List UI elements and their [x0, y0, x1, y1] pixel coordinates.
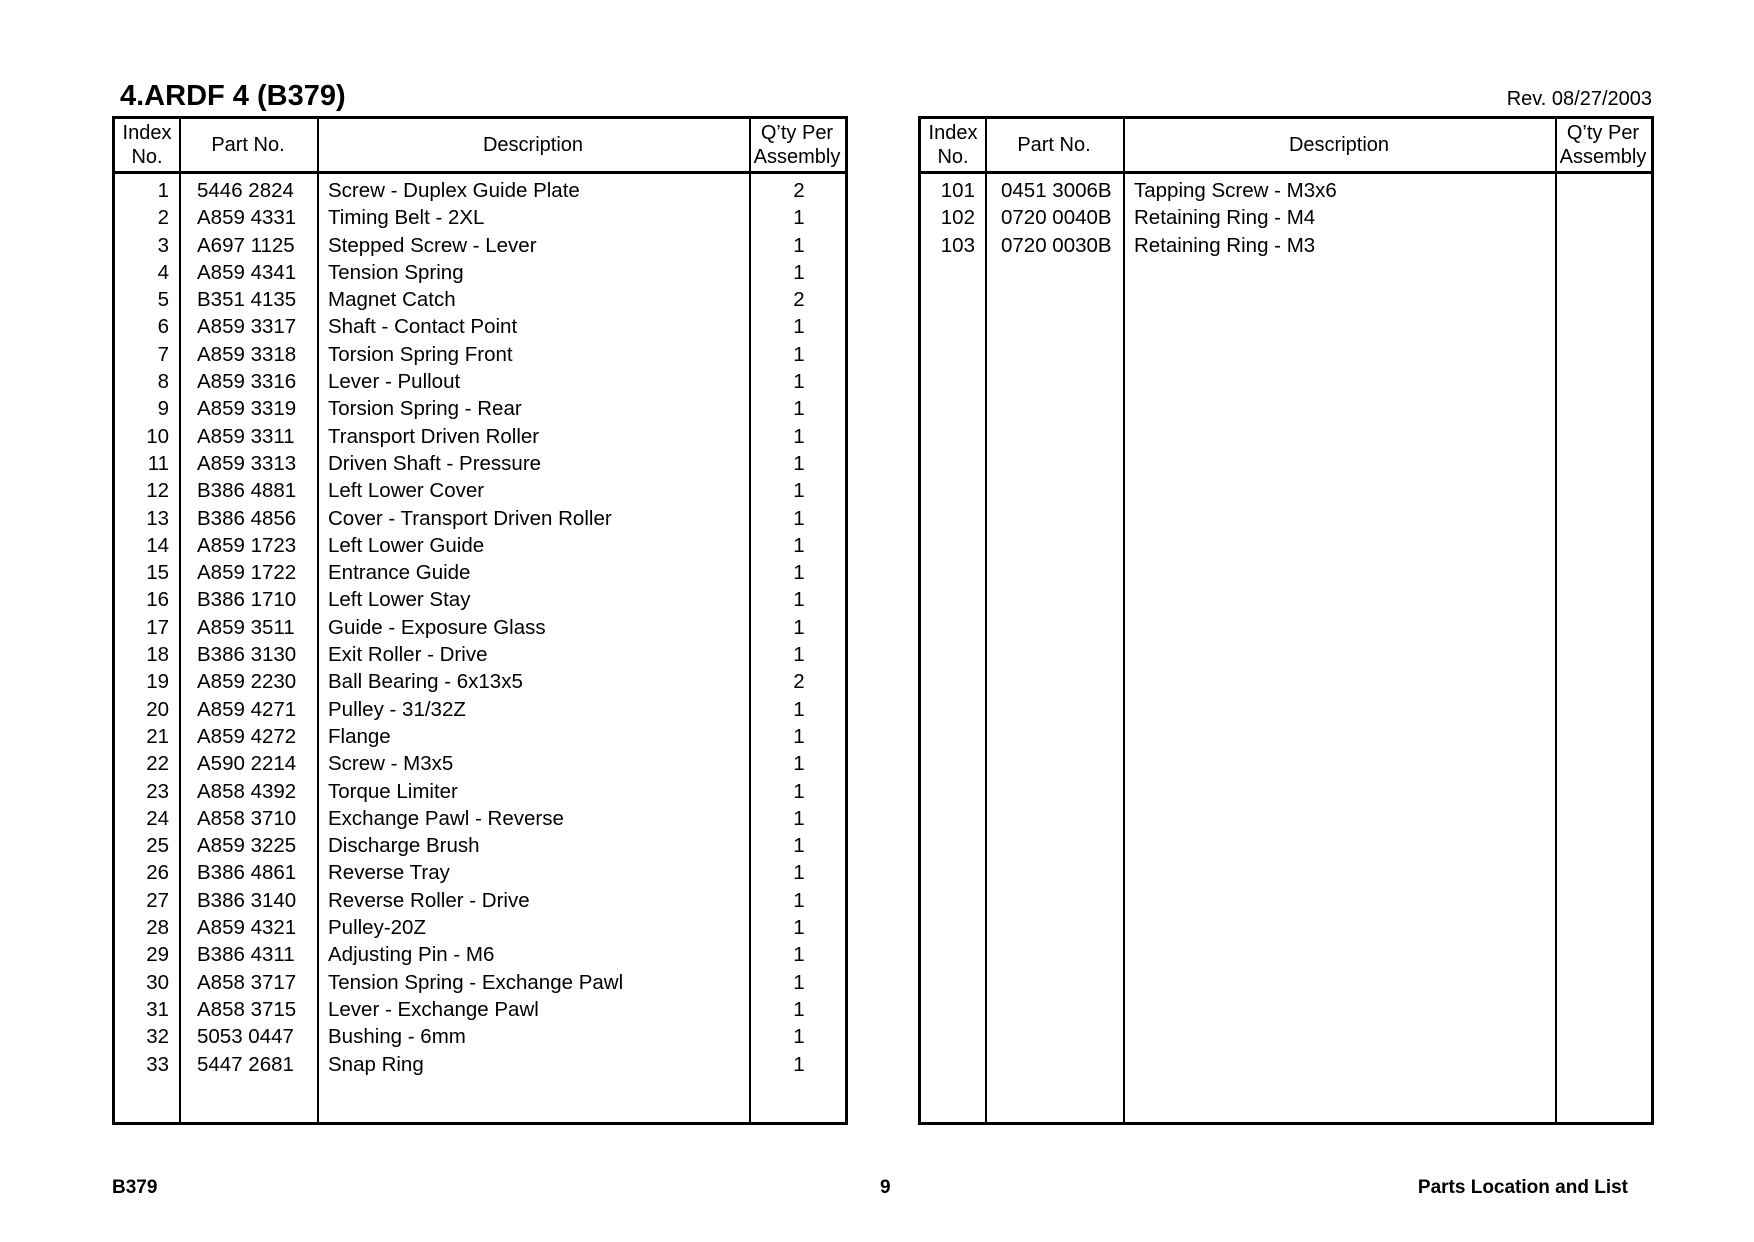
description-cell: Exit Roller - Drive: [328, 643, 488, 667]
header-description: Description: [482, 134, 584, 156]
description-cell: Entrance Guide: [328, 561, 471, 585]
index-cell: 20: [146, 697, 169, 721]
table-row: [115, 696, 845, 723]
qty-cell: 1: [793, 424, 805, 448]
table-row: [115, 887, 845, 914]
index-cell: 5: [157, 288, 169, 312]
qty-cell: 1: [793, 260, 805, 284]
index-cell: 19: [146, 670, 169, 694]
index-cell: 22: [146, 752, 169, 776]
description-cell: Magnet Catch: [328, 288, 456, 312]
part-no-cell: A858 3710: [197, 806, 297, 830]
table-row: [115, 204, 845, 231]
table-row: [115, 614, 845, 641]
index-cell: 7: [157, 342, 169, 366]
qty-cell: 1: [793, 697, 805, 721]
table-row: [115, 668, 845, 695]
qty-cell: 1: [793, 970, 805, 994]
index-cell: 21: [146, 724, 169, 748]
part-no-cell: B386 4881: [197, 479, 297, 503]
part-no-cell: A859 3316: [197, 370, 297, 394]
column-divider: [1555, 119, 1557, 1122]
part-no-cell: B386 1710: [197, 588, 297, 612]
part-no-cell: 0451 3006B: [1001, 179, 1112, 202]
table-row: [115, 641, 845, 668]
part-no-cell: B351 4135: [197, 288, 297, 312]
table-row: [115, 477, 845, 504]
index-cell: 6: [157, 315, 169, 339]
header-divider: [921, 171, 1651, 174]
table-row: [115, 177, 845, 204]
index-cell: 9: [157, 397, 169, 421]
table-row: [115, 859, 845, 886]
index-cell: 30: [146, 970, 169, 994]
qty-cell: 1: [793, 315, 805, 339]
table-row: [115, 750, 845, 777]
qty-cell: 1: [793, 506, 805, 530]
qty-cell: 1: [793, 451, 805, 475]
index-cell: 29: [146, 943, 169, 967]
column-divider: [985, 119, 987, 1122]
part-no-cell: A859 2230: [197, 670, 297, 694]
table-row: [115, 505, 845, 532]
description-cell: Cover - Transport Driven Roller: [328, 506, 612, 530]
description-cell: Guide - Exposure Glass: [328, 615, 546, 639]
table-row: [115, 778, 845, 805]
qty-cell: 2: [793, 670, 805, 694]
description-cell: Ball Bearing - 6x13x5: [328, 670, 523, 694]
header-qty: [749, 119, 845, 171]
description-cell: Torsion Spring Front: [328, 342, 513, 366]
table-row: [115, 341, 845, 368]
page-title: 4.ARDF 4 (B379): [120, 80, 346, 112]
header-qty-line1: Q’ty Per: [760, 122, 834, 144]
qty-cell: 1: [793, 779, 805, 803]
part-no-cell: A859 1722: [197, 561, 297, 585]
part-no-cell: A859 4331: [197, 206, 297, 230]
header-qty-line2: Assembly: [753, 146, 841, 168]
part-no-cell: A859 1723: [197, 533, 297, 557]
part-no-cell: A859 4272: [197, 724, 297, 748]
table-row: [115, 805, 845, 832]
index-cell: 15: [146, 561, 169, 585]
index-cell: 1: [157, 179, 169, 202]
index-cell: 14: [146, 533, 169, 557]
part-no-cell: A859 4341: [197, 260, 297, 284]
header-part-no: Part No.: [1017, 134, 1091, 156]
index-cell: 33: [146, 1052, 169, 1076]
description-cell: Left Lower Stay: [328, 588, 471, 612]
part-no-cell: A858 3717: [197, 970, 297, 994]
table-row: [115, 313, 845, 340]
qty-cell: 1: [793, 370, 805, 394]
description-cell: Left Lower Cover: [328, 479, 485, 503]
index-cell: 26: [146, 861, 169, 885]
index-cell: 11: [147, 451, 169, 475]
part-no-cell: 0720 0040B: [1001, 206, 1112, 230]
index-cell: 17: [146, 615, 169, 639]
header-divider: [115, 171, 845, 174]
header-description: Description: [1288, 134, 1390, 156]
part-no-cell: A859 3313: [197, 451, 297, 475]
index-cell: 103: [940, 233, 975, 257]
footer-model: B379: [112, 1177, 158, 1198]
part-no-cell: A859 3311: [197, 424, 295, 448]
qty-cell: 1: [793, 233, 805, 257]
qty-cell: 1: [793, 752, 805, 776]
qty-cell: 1: [793, 397, 805, 421]
table-row: [115, 286, 845, 313]
qty-cell: 1: [793, 888, 805, 912]
parts-table-right: [918, 116, 1654, 1125]
qty-cell: 1: [793, 643, 805, 667]
description-cell: Discharge Brush: [328, 834, 480, 858]
qty-cell: 1: [793, 916, 805, 940]
description-cell: Tension Spring - Exchange Pawl: [328, 970, 624, 994]
index-cell: 8: [157, 370, 169, 394]
qty-cell: 1: [793, 1052, 805, 1076]
index-cell: 102: [940, 206, 975, 230]
column-divider: [1123, 119, 1125, 1122]
description-cell: Lever - Pullout: [328, 370, 461, 394]
table-row: [115, 723, 845, 750]
table-row: [115, 423, 845, 450]
qty-cell: 1: [793, 479, 805, 503]
qty-cell: 1: [793, 615, 805, 639]
table-row: [115, 832, 845, 859]
qty-cell: 1: [793, 206, 805, 230]
index-cell: 16: [146, 588, 169, 612]
part-no-cell: 5446 2824: [197, 179, 294, 202]
index-cell: 12: [146, 479, 169, 503]
qty-cell: 1: [793, 861, 805, 885]
description-cell: Stepped Screw - Lever: [328, 233, 537, 257]
index-cell: 23: [146, 779, 169, 803]
table-body: [115, 177, 845, 1078]
qty-cell: 1: [793, 588, 805, 612]
footer-page-number: 9: [880, 1177, 891, 1198]
header-index-line2: No.: [131, 146, 163, 168]
qty-cell: 1: [793, 342, 805, 366]
qty-cell: 1: [793, 834, 805, 858]
table-row: [921, 204, 1651, 231]
qty-cell: 1: [793, 724, 805, 748]
qty-cell: 1: [793, 533, 805, 557]
qty-cell: 2: [793, 288, 805, 312]
index-cell: 24: [146, 806, 169, 830]
description-cell: Driven Shaft - Pressure: [328, 451, 542, 475]
table-row: [115, 914, 845, 941]
index-cell: 27: [146, 888, 169, 912]
index-cell: 3: [157, 233, 169, 257]
table-row: [115, 532, 845, 559]
table-row: [115, 259, 845, 286]
description-cell: Pulley-20Z: [328, 916, 426, 940]
index-cell: 32: [146, 1025, 169, 1049]
header-index-line1: Index: [928, 122, 978, 144]
header-index-line1: Index: [122, 122, 172, 144]
part-no-cell: A858 4392: [197, 779, 297, 803]
part-no-cell: B386 3140: [197, 888, 297, 912]
index-cell: 2: [157, 206, 169, 230]
index-cell: 13: [146, 506, 169, 530]
table-row: [115, 996, 845, 1023]
table-row: [115, 586, 845, 613]
index-cell: 18: [146, 643, 169, 667]
description-cell: Tapping Screw - M3x6: [1134, 179, 1337, 202]
qty-cell: [1557, 177, 1653, 204]
part-no-cell: A859 3511: [197, 615, 295, 639]
header-part-no: Part No.: [211, 134, 285, 156]
part-no-cell: A859 4321: [197, 916, 297, 940]
part-no-cell: A590 2214: [197, 752, 297, 776]
description-cell: Transport Driven Roller: [328, 424, 540, 448]
index-cell: 101: [940, 179, 975, 202]
footer-section: Parts Location and List: [1417, 1177, 1628, 1198]
index-cell: 4: [157, 260, 169, 284]
description-cell: Left Lower Guide: [328, 533, 485, 557]
index-cell: 31: [146, 997, 169, 1021]
description-cell: Torsion Spring - Rear: [328, 397, 522, 421]
qty-cell: 1: [793, 1025, 805, 1049]
part-no-cell: A859 3318: [197, 342, 297, 366]
part-no-cell: B386 4861: [197, 861, 297, 885]
qty-cell: 2: [793, 179, 805, 202]
part-no-cell: A697 1125: [197, 233, 295, 257]
description-cell: Reverse Tray: [328, 861, 450, 885]
description-cell: Pulley - 31/32Z: [328, 697, 466, 721]
part-no-cell: A859 3319: [197, 397, 297, 421]
description-cell: Tension Spring: [328, 260, 464, 284]
header-index-line2: No.: [937, 146, 969, 168]
description-cell: Snap Ring: [328, 1052, 424, 1076]
part-no-cell: B386 3130: [197, 643, 297, 667]
header-index: [115, 119, 179, 171]
description-cell: Exchange Pawl - Reverse: [328, 806, 564, 830]
table-row: [115, 232, 845, 259]
table-row: [115, 450, 845, 477]
index-cell: 10: [146, 424, 169, 448]
description-cell: Lever - Exchange Pawl: [328, 997, 539, 1021]
parts-table-left: [112, 116, 848, 1125]
description-cell: Screw - Duplex Guide Plate: [328, 179, 580, 202]
table-body: [921, 177, 1651, 259]
part-no-cell: 0720 0030B: [1001, 233, 1112, 257]
description-cell: Retaining Ring - M3: [1134, 233, 1316, 257]
part-no-cell: 5053 0447: [197, 1025, 294, 1049]
description-cell: Torque Limiter: [328, 779, 458, 803]
header-qty-line2: Assembly: [1559, 146, 1647, 168]
header-index: [921, 119, 985, 171]
table-row: [115, 969, 845, 996]
description-cell: Flange: [328, 724, 391, 748]
qty-cell: [1557, 232, 1653, 259]
table-row: [115, 559, 845, 586]
table-row: [115, 941, 845, 968]
table-row: [921, 232, 1651, 259]
header-qty: [1555, 119, 1651, 171]
description-cell: Retaining Ring - M4: [1134, 206, 1316, 230]
part-no-cell: B386 4856: [197, 506, 297, 530]
table-row: [921, 177, 1651, 204]
part-no-cell: B386 4311: [197, 943, 295, 967]
description-cell: Timing Belt - 2XL: [328, 206, 485, 230]
qty-cell: 1: [793, 997, 805, 1021]
part-no-cell: A859 3317: [197, 315, 297, 339]
part-no-cell: 5447 2681: [197, 1052, 294, 1076]
description-cell: Shaft - Contact Point: [328, 315, 518, 339]
index-cell: 25: [146, 834, 169, 858]
qty-cell: 1: [793, 806, 805, 830]
description-cell: Screw - M3x5: [328, 752, 454, 776]
qty-cell: [1557, 204, 1653, 231]
description-cell: Adjusting Pin - M6: [328, 943, 495, 967]
description-cell: Bushing - 6mm: [328, 1025, 466, 1049]
qty-cell: 1: [793, 943, 805, 967]
part-no-cell: A858 3715: [197, 997, 297, 1021]
qty-cell: 1: [793, 561, 805, 585]
revision-date: Rev. 08/27/2003: [1506, 88, 1652, 110]
part-no-cell: A859 3225: [197, 834, 297, 858]
table-row: [115, 368, 845, 395]
header-qty-line1: Q’ty Per: [1566, 122, 1640, 144]
part-no-cell: A859 4271: [197, 697, 297, 721]
table-row: [115, 1051, 845, 1078]
index-cell: 28: [146, 916, 169, 940]
table-row: [115, 395, 845, 422]
description-cell: Reverse Roller - Drive: [328, 888, 530, 912]
table-row: [115, 1023, 845, 1050]
